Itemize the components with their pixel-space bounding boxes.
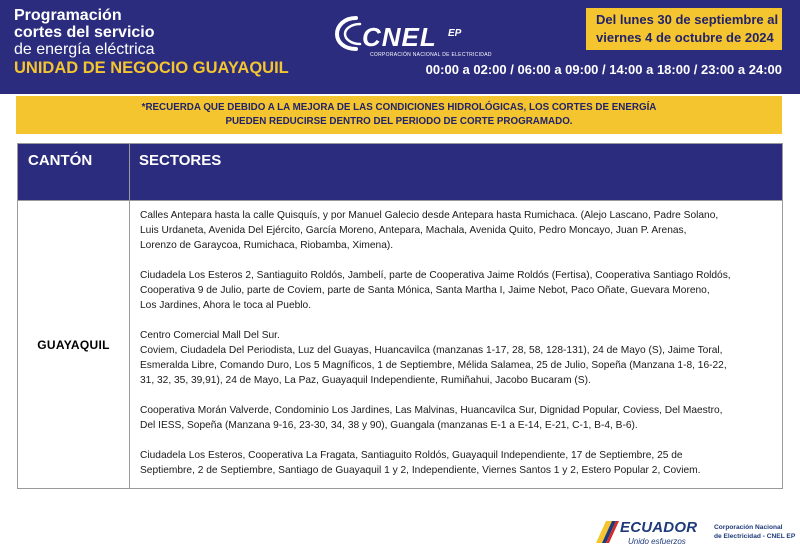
corp-line-1: Corporación Nacional [714,524,783,531]
cnel-logo [334,14,492,64]
sector-line: Los Jardines, Ahora le toca al Pueblo. [140,300,312,311]
sector-line: Luis Urdaneta, Avenida Del Ejército, García Moreno, Antepara, Machala, Avenida Quito, Pedro Moncayo, Juan P. Arenas, [140,225,687,236]
title-line-2: cortes del servicio [14,24,155,41]
date-line-1: Del lunes 30 de septiembre al [596,12,779,27]
outage-table [17,143,783,489]
business-unit: UNIDAD DE NEGOCIO GUAYAQUIL [14,59,289,77]
sector-paragraph [140,403,776,433]
ecuador-flag-swoosh-icon [592,517,620,547]
canton-name: GUAYAQUIL [37,338,110,352]
sector-line: 31, 32, 35, 39,91), 24 de Mayo, La Paz, Guayaquil Independiente, Rumiñahui, Jacobo Bucaram (S). [140,375,591,386]
canton-cell [18,201,129,488]
sector-line: Cooperativa 9 de Julio, parte de Coviem, parte de Santa Mónica, Santa Martha I, Jaime Nebot, Paco Oñate, Guevara Moreno, [140,285,710,296]
sector-paragraph [140,268,776,313]
notice-line-2: PUEDEN REDUCIRSE DENTRO DEL PERIODO DE CORTE PROGRAMADO. [225,116,573,127]
header-banner [0,0,800,94]
corp-line-2: de Electricidad - CNEL EP [714,533,796,540]
logo-wordmark: CNEL [362,22,437,52]
column-divider [129,144,130,488]
title-line-3: de energía eléctrica [14,41,155,58]
ecuador-tagline: Unido esfuerzos [628,537,686,546]
column-header-sectores: SECTORES [139,152,222,169]
sector-line: Ciudadela Los Esteros 2, Santiaguito Roldós, Jambelí, parte de Cooperativa Jaime Roldós (Fertisa), Cooperativa Santiago Roldós, [140,270,731,281]
corp-name [714,523,795,541]
sector-line: Esmeralda Libre, Comando Duro, Los 5 Magníficos, 1 de Septiembre, Mélida Salamea, 25 de Julio, Sopeña (Manzana 1-8, 16-22, [140,360,727,371]
logo-subtitle: CORPORACIÓN NACIONAL DE ELECTRICIDAD [370,52,492,58]
date-line-2: viernes 4 de octubre de 2024 [596,30,774,45]
sector-line: Septiembre, 2 de Septiembre, Santiago de Guayaquil 1 y 2, Independiente, Viernes Santos 1 y 2, Estero Popular 2, Coviem. [140,465,701,476]
sector-line: Ciudadela Los Esteros, Cooperativa La Fragata, Santiaguito Roldós, Guayaquil Independiente, 17 de Septiembre, 25 de [140,450,683,461]
sector-line: Centro Comercial Mall Del Sur. [140,330,280,341]
sector-line: Lorenzo de Garaycoa, Rumichaca, Riobamba, Ximena). [140,240,394,251]
sector-line: Del IESS, Sopeña (Manzana 9-16, 23-30, 34, 38 y 90), Guangala (manzanas E-1 a E-14, E-21, C-1, B-4, B-6). [140,420,638,431]
date-range-box [586,8,782,50]
footer-logos [592,515,796,551]
column-header-canton: CANTÓN [28,152,93,169]
sector-paragraph [140,448,776,478]
notice-line-1: *RECUERDA QUE DEBIDO A LA MEJORA DE LAS CONDICIONES HIDROLÓGICAS, LOS CORTES DE ENERGÍA [141,102,657,113]
notice-banner [16,96,782,134]
sector-line: Coviem, Ciudadela Del Periodista, Luz del Guayas, Huancavilca (manzanas 1-17, 28, 58, 128-131), 24 de Mayo (S), Jaime Toral, [140,345,723,356]
sector-line: Calles Antepara hasta la calle Quisquís, y por Manuel Galecio desde Antepara hasta Rumichaca. (Alejo Lascano, Padre Solano, [140,210,719,221]
sector-paragraph [140,328,776,388]
logo-ep: EP [448,28,462,39]
page-title [14,7,289,77]
table-header [18,144,782,201]
ecuador-wordmark: ECUADOR [620,519,698,536]
schedule-hours: 00:00 a 02:00 / 06:00 a 09:00 / 14:00 a 18:00 / 23:00 a 24:00 [425,62,782,77]
title-line-1: Programación [14,7,122,24]
sectores-cell [140,208,776,493]
sector-paragraph [140,208,776,253]
sector-line: Cooperativa Morán Valverde, Condominio Los Jardines, Las Malvinas, Huancavilca Sur, Dignidad Popular, Coviess, Del Maestro, [140,405,723,416]
